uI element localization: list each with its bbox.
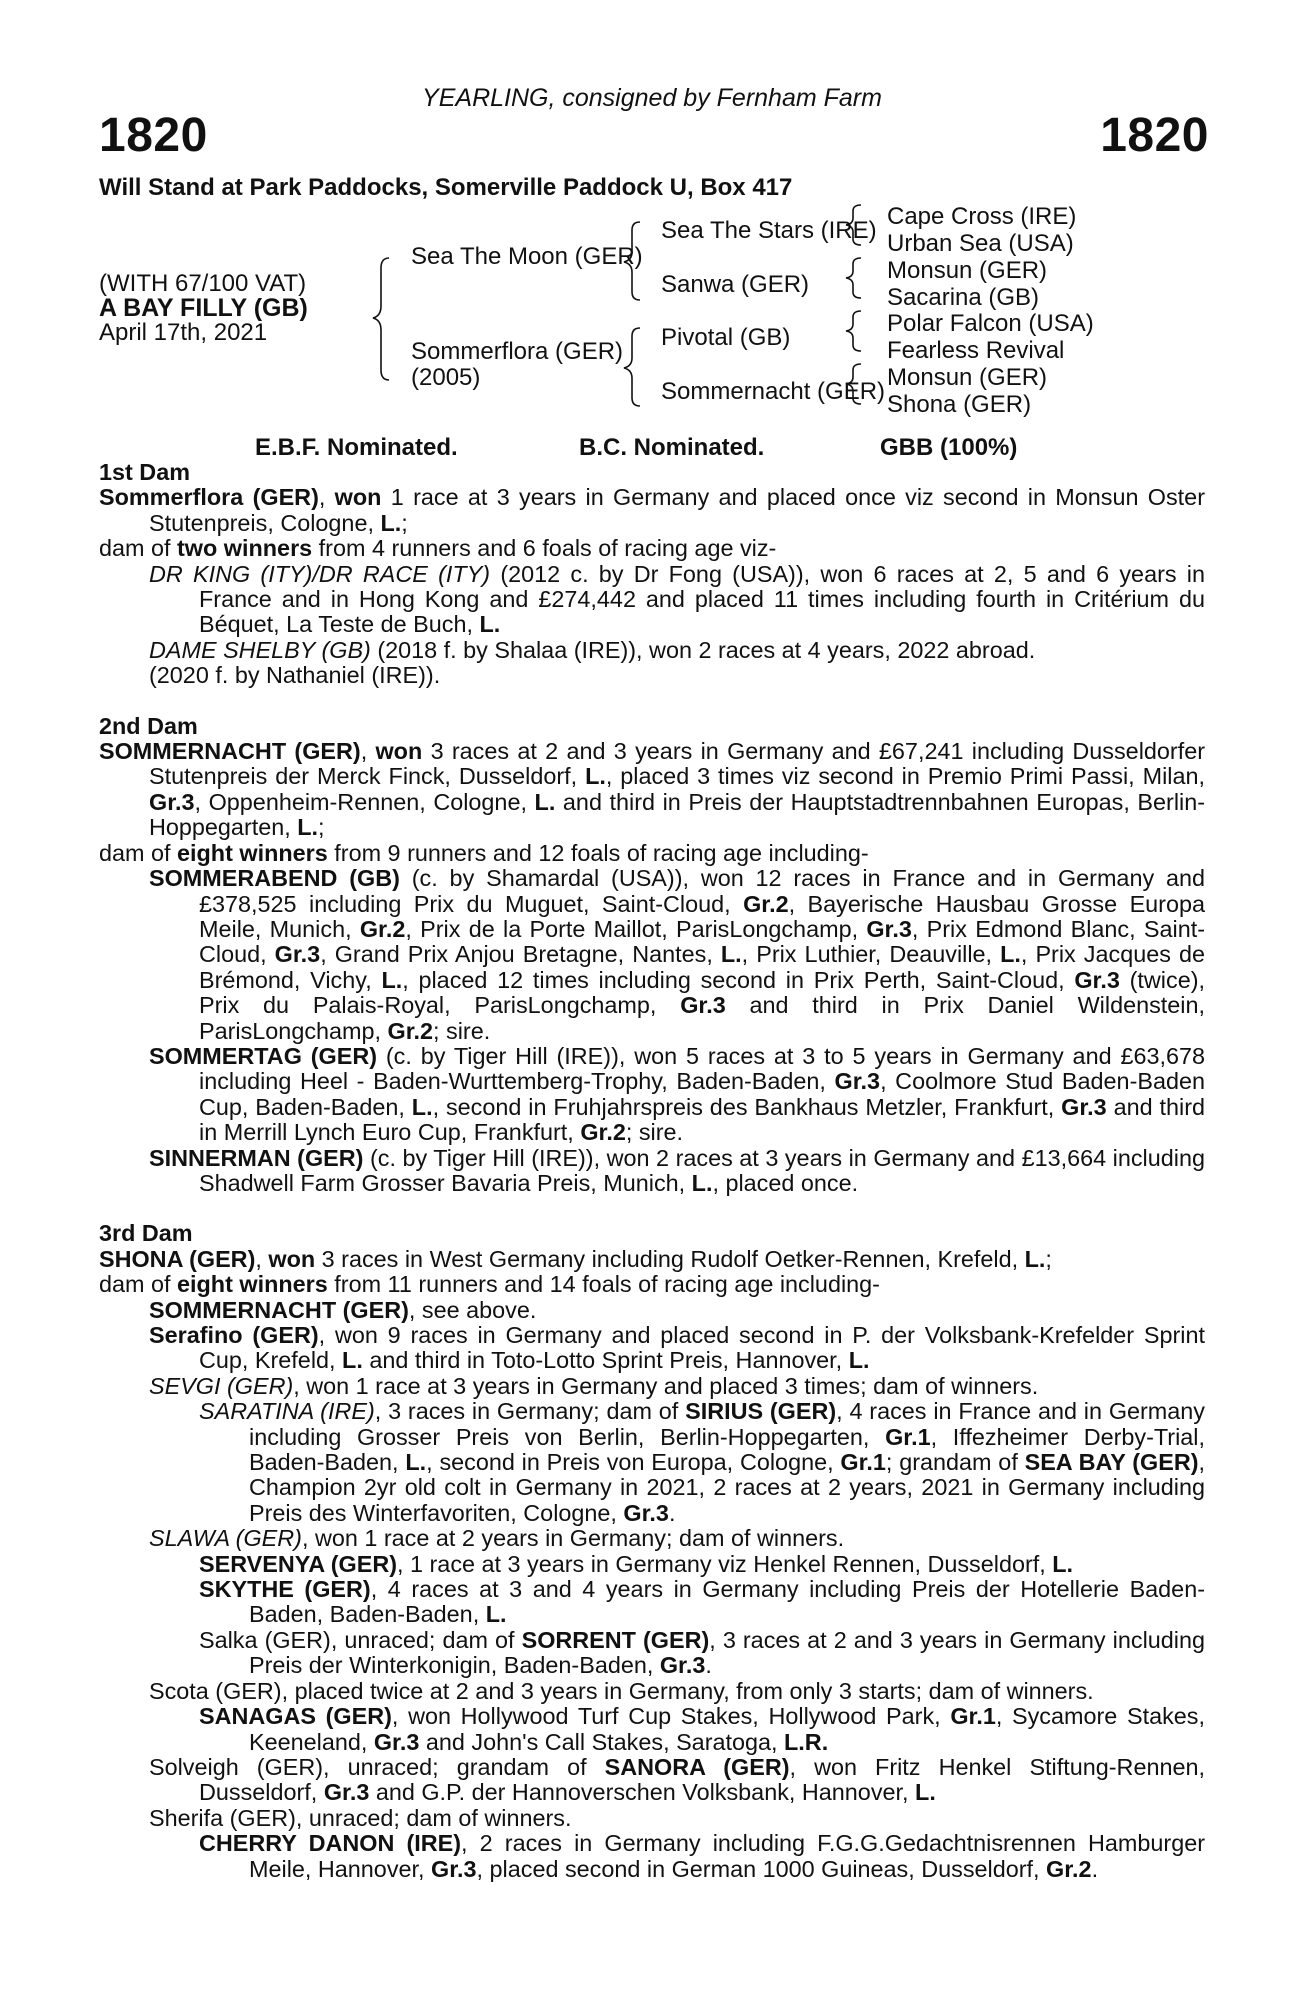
produce-entry: Salka (GER), unraced; dam of SORRENT (GER), 3 races at 2 and 3 years in Germany including Preis der Winterkonigin, Baden-Baden, Gr.3. [199,1626,1205,1679]
produce-entry: dam of eight winners from 9 runners and 12 foals of racing age including- [99,839,869,866]
produce-entry: Sommerflora (GER), won 1 race at 3 years in Germany and placed once viz second in Monsun Oster Stutenpreis, Cologne, L.; [99,484,1205,536]
horse-name: A BAY FILLY (GB) [99,294,308,322]
section-heading: 3rd Dam [99,1220,193,1247]
foaling-date: April 17th, 2021 [99,319,268,346]
lot-number-right: 1820 [1100,109,1209,162]
gen4-6: Fearless Revival [887,337,1065,364]
lot-number-left: 1820 [99,109,208,162]
produce-entry: SOMMERABEND (GB) (c. by Shamardal (USA)), won 12 races in France and in Germany and £378,525 including Prix du Muguet, Saint-Cloud, Gr.2, Bayerische Hausbau Grosse Europa Meile, Munich, Gr.2, Prix de la Porte Maillot, ParisLongchamp, Gr.3, Prix Edmond Blanc, Saint-Cloud, Gr.3, Grand Prix Anjou Bretagne, Nantes, L., Prix Luthier, Deauville, L., Prix Jacques de Brémond, Vichy, L., placed 12 times including second in Prix Perth, Saint-Cloud, Gr.3 (twice), Prix du Palais-Royal, ParisLongchamp, Gr.3 and third in Prix Daniel Wildenstein, ParisLongchamp, Gr.2; sire. [149,865,1206,1044]
gen4-3: Monsun (GER) [887,257,1048,284]
gen4-4: Sacarina (GB) [887,284,1040,311]
pedigree-table [99,203,1239,430]
section-gap [99,689,1205,714]
ebf-nominated: E.B.F. Nominated. [255,434,458,461]
section-heading: 1st Dam [99,459,191,485]
gen4-8: Shona (GER) [887,391,1032,418]
gen4-5: Polar Falcon (USA) [887,310,1094,337]
produce-entry: SLAWA (GER), won 1 race at 2 years in Germany; dam of winners. [149,1525,845,1552]
produce-entry: Solveigh (GER), unraced; grandam of SANORA (GER), won Fritz Henkel Stiftung-Rennen, Dusseldorf, Gr.3 and G.P. der Hannoverschen Volksbank, Hannover, L. [149,1753,1205,1806]
produce-entry: SINNERMAN (GER) (c. by Tiger Hill (IRE)), won 2 races at 3 years in Germany and £13,664 including Shadwell Farm Grosser Bavaria Preis, Munich, L., placed once. [149,1144,1205,1196]
produce-entry: SOMMERNACHT (GER), see above. [149,1296,537,1323]
stand-location: Will Stand at Park Paddocks, Somerville Paddock U, Box 417 [99,174,793,201]
produce-entry: dam of two winners from 4 runners and 6 foals of racing age viz- [99,535,777,562]
produce-entry: CHERRY DANON (IRE), 2 races in Germany including F.G.G.Gedachtnisrennen Hamburger Meile, Hannover, Gr.3, placed second in German 1000 Guineas, Dusseldorf, Gr.2. [199,1830,1206,1882]
produce-entry: SOMMERNACHT (GER), won 3 races at 2 and 3 years in Germany and £67,241 including Dusseldorfer Stutenpreis der Merck Finck, Dusseldorf, L., placed 3 times viz second in Premio Primi Passi, Milan, Gr.3, Oppenheim-Rennen, Cologne, L. and third in Preis der Hauptstadtrennbahnen Europas, Berlin-Hoppegarten, L.; [99,738,1206,841]
produce-entry: SEVGI (GER), won 1 race at 3 years in Germany and placed 3 times; dam of winners. [149,1372,1039,1399]
dam-year: (2005) [411,364,481,391]
dam-produce-record [99,460,1205,1882]
bc-nominated: B.C. Nominated. [579,434,765,461]
consignment-line: YEARLING, consigned by Fernham Farm [422,84,882,112]
produce-entry: (2020 f. by Nathaniel (IRE)). [149,662,441,689]
produce-entry: Scota (GER), placed twice at 2 and 3 years in Germany, from only 3 starts; dam of winners. [149,1677,1094,1704]
produce-entry: SHONA (GER), won 3 races in West Germany including Rudolf Oetker-Rennen, Krefeld, L.; [99,1245,1052,1272]
vat-note: (WITH 67/100 VAT) [99,270,307,297]
produce-entry: DAME SHELBY (GB) (2018 f. by Shalaa (IRE)), won 2 races at 4 years, 2022 abroad. [149,636,1036,663]
produce-entry: SARATINA (IRE), 3 races in Germany; dam of SIRIUS (GER), 4 races in France and in Germany including Grosser Preis von Berlin, Berlin-Hoppegarten, Gr.1, Iffezheimer Derby-Trial, Baden-Baden, L., second in Preis von Europa, Cologne, Gr.1; grandam of SEA BAY (GER), Champion 2yr old colt in Germany in 2021, 2 races at 2 years, 2021 in Germany including Preis des Winterfavoriten, Cologne, Gr.3. [199,1398,1206,1526]
produce-entry: dam of eight winners from 11 runners and 14 foals of racing age including- [99,1271,880,1298]
produce-entry: SOMMERTAG (GER) (c. by Tiger Hill (IRE)), won 5 races at 3 to 5 years in Germany and £63,678 including Heel - Baden-Wurttemberg-Trophy, Baden-Baden, Gr.3, Coolmore Stud Baden-Baden Cup, Baden-Baden, L., second in Fruhjahrspreis des Bankhaus Metzler, Frankfurt, Gr.3 and third in Merrill Lynch Euro Cup, Frankfurt, Gr.2; sire. [149,1042,1206,1146]
produce-entry: SKYTHE (GER), 4 races at 3 and 4 years in Germany including Preis der Hotellerie Baden-Baden, Baden-Baden, L. [199,1576,1205,1628]
gen4-2: Urban Sea (USA) [887,230,1074,257]
sire-dam: Sanwa (GER) [661,271,810,298]
sire-sire: Sea The Stars (IRE) [661,217,877,244]
gen4-1: Cape Cross (IRE) [887,203,1077,230]
gen4-7: Monsun (GER) [887,364,1048,391]
section-heading: 2nd Dam [99,712,198,739]
sire-name: Sea The Moon (GER) [411,243,643,270]
dam-sire: Pivotal (GB) [661,324,791,351]
section-gap [99,1196,1205,1221]
produce-entry: Sherifa (GER), unraced; dam of winners. [149,1804,572,1831]
produce-entry: Serafino (GER), won 9 races in Germany and placed second in P. der Volksbank-Krefelder Sprint Cup, Krefeld, L. and third in Toto-Lotto Sprint Preis, Hannover, L. [149,1322,1205,1374]
dam-name: Sommerflora (GER) [411,338,624,365]
produce-entry: DR KING (ITY)/DR RACE (ITY) (2012 c. by Dr Fong (USA)), won 6 races at 2, 5 and 6 years in France and in Hong Kong and £274,442 and placed 11 times including fourth in Critérium du Béquet, La Teste de Buch, L. [149,560,1205,638]
gbb-status: GBB (100%) [880,434,1018,461]
produce-entry: SERVENYA (GER), 1 race at 3 years in Germany viz Henkel Rennen, Dusseldorf, L. [199,1550,1074,1577]
produce-entry: SANAGAS (GER), won Hollywood Turf Cup Stakes, Hollywood Park, Gr.1, Sycamore Stakes, Keeneland, Gr.3 and John's Call Stakes, Saratoga, L.R. [199,1703,1205,1755]
dam-dam: Sommernacht (GER) [661,378,886,405]
